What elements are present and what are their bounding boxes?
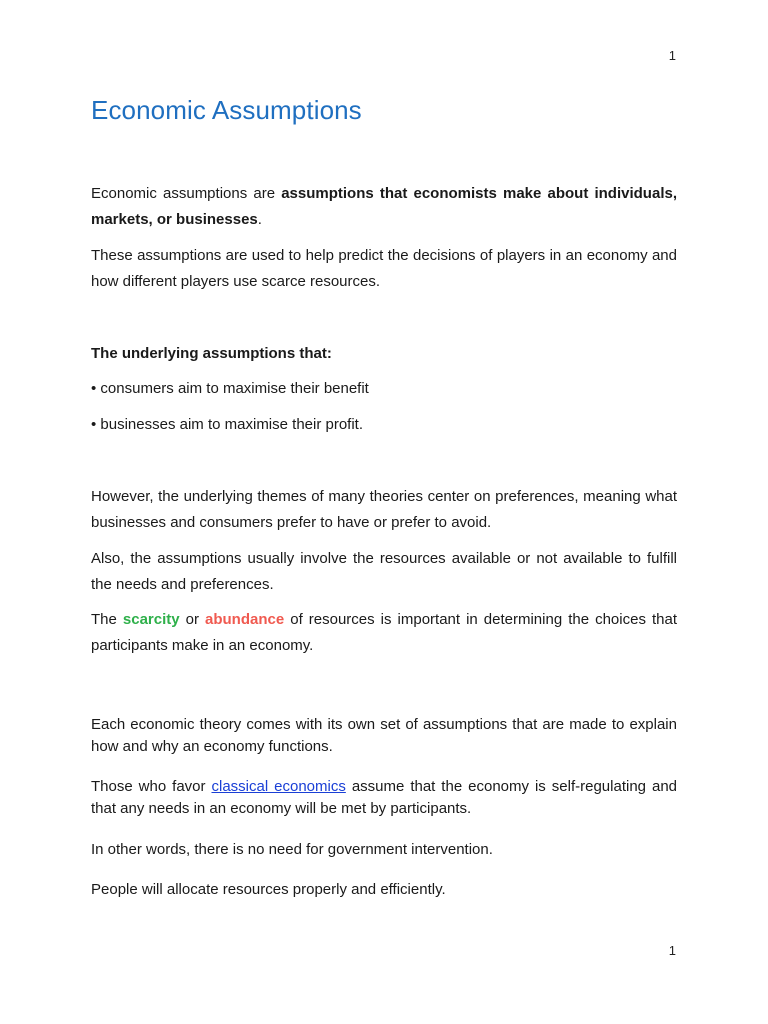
paragraph-classical [91,776,677,820]
classical-end: assume that the economy is self-regulating and that any needs in an economy will be met by participants. [91,778,677,817]
paragraph-scarcity [91,607,677,659]
scarcity-word: scarcity [122,611,180,628]
paragraph-purpose: These assumptions are used to help predict the decisions of players in an economy and how different players use scarce resources. [91,247,677,290]
paragraph-allocation: People will allocate resources properly and efficiently. [91,881,446,898]
scarcity-or: or [179,611,206,628]
paragraph-theory: Each economic theory comes with its own set of assumptions that are made to explain how and why an economy functions. [91,716,677,755]
paragraph-definition [91,181,677,233]
classical-intro: Those who favor [91,778,212,795]
underlying-heading: The underlying assumptions that: [91,345,332,362]
paragraph-preferences: However, the underlying themes of many theories center on preferences, meaning what businesses and consumers prefer to have or prefer to avoid. [91,488,677,531]
paragraph-resources: Also, the assumptions usually involve the resources available or not available to fulfill the needs and preferences. [91,550,677,593]
page-number-bottom: 1 [668,943,676,958]
abundance-word: abundance [205,611,285,628]
paragraph-no-intervention: In other words, there is no need for government intervention. [91,841,493,858]
document-title: Economic Assumptions [91,95,362,125]
bullet-businesses: • businesses aim to maximise their profit. [91,416,364,433]
scarcity-end: of resources is important in determining the choices that participants make in an economy. [91,611,677,654]
definition-end: . [257,211,262,228]
bullet-consumers: • consumers aim to maximise their benefit [91,380,369,397]
definition-intro: Economic assumptions are [91,185,282,202]
scarcity-intro: The [91,611,123,628]
definition-bold: assumptions that economists make about individuals, markets, or businesses [91,185,677,228]
classical-economics-link[interactable]: classical economics [211,778,346,795]
page-number-top: 1 [668,48,676,63]
